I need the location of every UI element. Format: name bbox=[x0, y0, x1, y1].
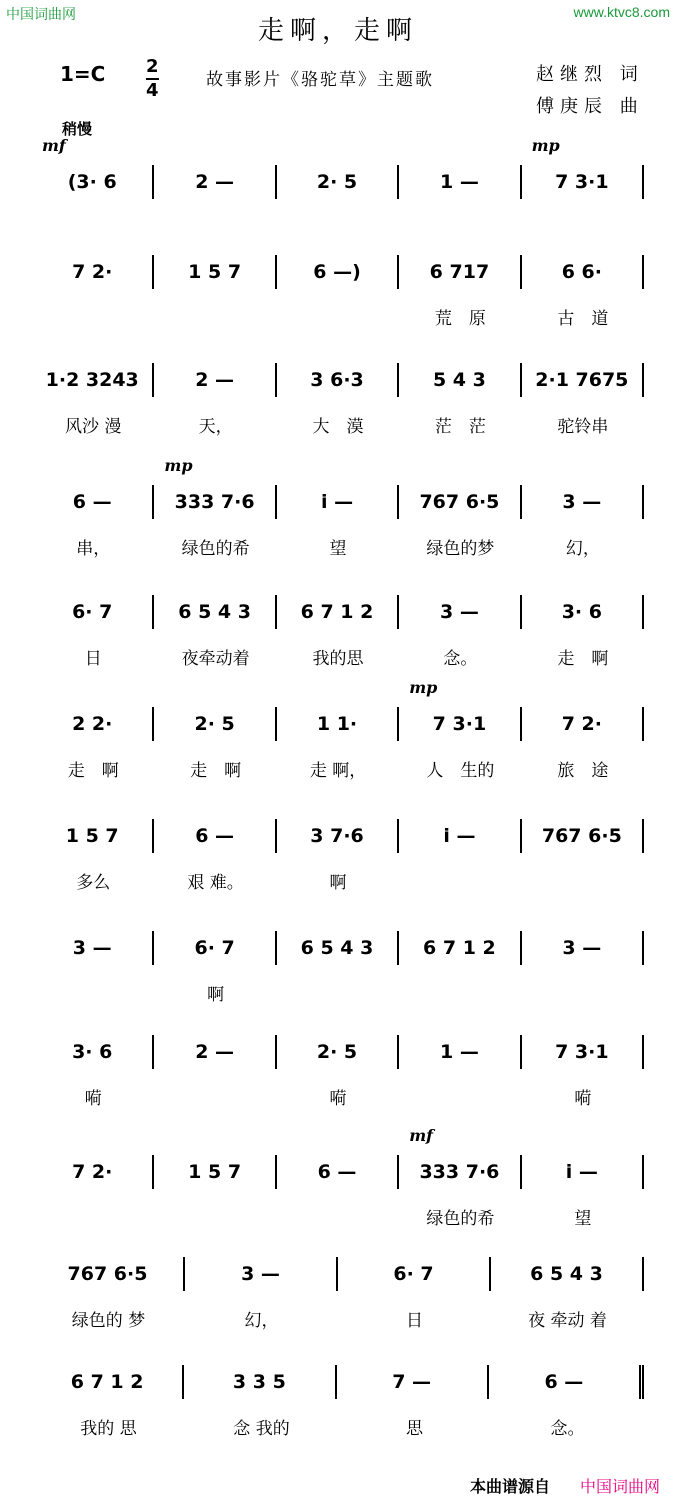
lyric: 走 啊 bbox=[557, 649, 609, 669]
watermark-right: www.ktvc8.com bbox=[573, 4, 670, 20]
lyric: 幻， bbox=[565, 539, 600, 559]
lyric: 走 啊， bbox=[309, 761, 367, 781]
measure: 6 5 4 3 bbox=[154, 595, 276, 629]
staff-line bbox=[32, 360, 644, 400]
lyric bbox=[32, 1204, 154, 1229]
measure: 1 — bbox=[399, 165, 521, 199]
staff-line bbox=[32, 928, 644, 968]
lyric: 望 bbox=[329, 539, 347, 559]
lyric bbox=[277, 1204, 399, 1229]
lyric bbox=[277, 304, 399, 329]
measure: i — bbox=[399, 819, 521, 853]
measure: i — bbox=[277, 485, 399, 519]
staff-line bbox=[32, 704, 644, 744]
lyric: 日 bbox=[84, 649, 102, 669]
lyric bbox=[32, 304, 154, 329]
staff-system bbox=[32, 1362, 644, 1462]
measure: 7 — bbox=[337, 1365, 489, 1399]
measure: 5 4 3 bbox=[399, 363, 521, 397]
lyric bbox=[154, 1084, 276, 1109]
measure: 2 — bbox=[154, 165, 276, 199]
measure: 2 — bbox=[154, 1035, 276, 1069]
time-signature bbox=[146, 56, 159, 102]
lyric: 茫 茫 bbox=[434, 417, 486, 437]
lyric: 多么 bbox=[76, 873, 111, 893]
measure: 2· 5 bbox=[277, 1035, 399, 1069]
measure: 1 1· bbox=[277, 707, 399, 741]
lyric: 人 生的 bbox=[426, 761, 495, 781]
lyrics-line bbox=[32, 868, 644, 893]
watermark-left: 中国词曲网 bbox=[6, 7, 76, 23]
lyric: 大 漠 bbox=[312, 417, 364, 437]
measure: 3 — bbox=[522, 931, 644, 965]
lyric: 绿色的希 bbox=[426, 1209, 495, 1229]
measure: 6 5 4 3 bbox=[491, 1257, 644, 1291]
staff-system bbox=[32, 1126, 644, 1252]
measure: 6 717 bbox=[399, 255, 521, 289]
lyrics-line bbox=[32, 756, 644, 781]
measure: 7 3·1 bbox=[399, 707, 521, 741]
meter-bottom: 4 bbox=[146, 80, 159, 101]
measure: 333 7·6 bbox=[399, 1155, 521, 1189]
staff-system bbox=[32, 816, 644, 916]
lyric: 串， bbox=[76, 539, 111, 559]
lyric bbox=[522, 980, 644, 1005]
lyricist: 赵继烈 词 bbox=[536, 64, 644, 85]
measure: 3 — bbox=[185, 1257, 338, 1291]
measure: 7 2· bbox=[32, 255, 154, 289]
lyrics-line bbox=[32, 1306, 644, 1331]
measure: 6 — bbox=[277, 1155, 399, 1189]
lyrics-line bbox=[32, 1204, 644, 1229]
lyrics-line bbox=[32, 1414, 644, 1439]
staff-line bbox=[32, 482, 644, 522]
lyric: 幻， bbox=[244, 1311, 279, 1331]
lyric: 念 我的 bbox=[233, 1419, 290, 1439]
measure: 3 — bbox=[522, 485, 644, 519]
lyric: 绿色的希 bbox=[181, 539, 250, 559]
staff-line bbox=[32, 1032, 644, 1072]
staff-system bbox=[32, 928, 644, 1028]
lyric: 风沙 漫 bbox=[65, 417, 122, 437]
measure: 7 2· bbox=[522, 707, 644, 741]
lyric bbox=[399, 1084, 521, 1109]
staff-system bbox=[32, 1032, 644, 1132]
staff-system bbox=[32, 252, 644, 352]
measure: 1 5 7 bbox=[32, 819, 154, 853]
lyric: 啊 bbox=[329, 873, 347, 893]
staff-line bbox=[32, 252, 644, 292]
measure: 2· 5 bbox=[277, 165, 399, 199]
staff-system bbox=[32, 456, 644, 582]
measure: 2 — bbox=[154, 363, 276, 397]
lyric bbox=[399, 980, 521, 1005]
measure: 7 2· bbox=[32, 1155, 154, 1189]
measure: 6 7 1 2 bbox=[32, 1365, 184, 1399]
dynamic-marking: mp bbox=[531, 136, 560, 155]
dynamic-marking: mf bbox=[42, 136, 66, 155]
lyric: 荒 原 bbox=[434, 309, 486, 329]
measure: 6 — bbox=[32, 485, 154, 519]
lyric bbox=[522, 868, 644, 893]
lyric: 我的 思 bbox=[80, 1419, 137, 1439]
measure: 3 3 5 bbox=[184, 1365, 336, 1399]
measure: 6· 7 bbox=[154, 931, 276, 965]
measure: 3· 6 bbox=[32, 1035, 154, 1069]
song-title: 走啊，走啊 bbox=[257, 16, 418, 46]
staff-line bbox=[32, 162, 644, 202]
measure: 767 6·5 bbox=[32, 1257, 185, 1291]
lyric bbox=[32, 980, 154, 1005]
lyric: 念。 bbox=[550, 1419, 585, 1439]
measure: 3 7·6 bbox=[277, 819, 399, 853]
measure: 1·2 3243 bbox=[32, 363, 154, 397]
measure: 1 — bbox=[399, 1035, 521, 1069]
lyric bbox=[154, 304, 276, 329]
measure: 6 —) bbox=[277, 255, 399, 289]
measure: 3· 6 bbox=[522, 595, 644, 629]
meter-top: 2 bbox=[146, 56, 159, 80]
measure: 1 5 7 bbox=[154, 255, 276, 289]
subtitle: 故事影片《骆驼草》主题歌 bbox=[206, 70, 434, 90]
lyric: 我的思 bbox=[312, 649, 364, 669]
measure: 1 5 7 bbox=[154, 1155, 276, 1189]
lyrics-line bbox=[32, 534, 644, 559]
lyric: 绿色的 梦 bbox=[71, 1311, 146, 1331]
lyrics-line bbox=[32, 412, 644, 437]
lyrics-line bbox=[32, 304, 644, 329]
lyrics-line bbox=[32, 1084, 644, 1109]
lyric: 走 啊 bbox=[190, 761, 242, 781]
measure: 2 2· bbox=[32, 707, 154, 741]
dynamic-marking: mp bbox=[164, 456, 193, 475]
lyric: 日 bbox=[406, 1311, 423, 1331]
lyrics-line bbox=[32, 644, 644, 669]
staff-line bbox=[32, 816, 644, 856]
staff-system bbox=[32, 360, 644, 460]
lyric: 思 bbox=[406, 1419, 423, 1439]
lyric: 走 啊 bbox=[67, 761, 119, 781]
measure: 767 6·5 bbox=[399, 485, 521, 519]
lyrics-line bbox=[32, 980, 644, 1005]
lyric: 天， bbox=[198, 417, 233, 437]
dynamic-marking: mf bbox=[409, 1126, 433, 1145]
measure: 6 — bbox=[154, 819, 276, 853]
measure: 767 6·5 bbox=[522, 819, 644, 853]
lyric: 夜 牵动 着 bbox=[528, 1311, 607, 1331]
lyric: 旅 途 bbox=[557, 761, 609, 781]
measure: 6 5 4 3 bbox=[277, 931, 399, 965]
staff-system bbox=[32, 136, 644, 262]
measure: 6 — bbox=[489, 1365, 644, 1399]
measure: 6· 7 bbox=[32, 595, 154, 629]
lyric: 嗬 bbox=[84, 1089, 102, 1109]
staff-line bbox=[32, 592, 644, 632]
tempo-marking: 稍慢 bbox=[62, 120, 93, 138]
footer-site: 中国词曲网 bbox=[580, 1477, 661, 1496]
measure: 6 7 1 2 bbox=[277, 595, 399, 629]
measure: 2·1 7675 bbox=[522, 363, 644, 397]
composer: 傅庚辰 曲 bbox=[536, 96, 644, 117]
staff-system bbox=[32, 1254, 644, 1354]
staff-line bbox=[32, 1362, 644, 1402]
measure: 6· 7 bbox=[338, 1257, 491, 1291]
key-signature: 1=C bbox=[60, 62, 106, 86]
lyric: 念。 bbox=[443, 649, 478, 669]
measure: 6 7 1 2 bbox=[399, 931, 521, 965]
lyric: 嗬 bbox=[574, 1089, 592, 1109]
staff-line bbox=[32, 1152, 644, 1192]
lyric bbox=[154, 1204, 276, 1229]
measure: 6 6· bbox=[522, 255, 644, 289]
measure: 3 — bbox=[32, 931, 154, 965]
lyric: 嗬 bbox=[329, 1089, 347, 1109]
lyric: 望 bbox=[574, 1209, 592, 1229]
staff-system bbox=[32, 592, 644, 692]
dynamic-marking: mp bbox=[409, 678, 438, 697]
footer-source: 本曲谱源自 bbox=[470, 1477, 551, 1496]
lyric: 艰 难。 bbox=[187, 873, 244, 893]
lyric: 啊 bbox=[207, 985, 225, 1005]
measure: 3 6·3 bbox=[277, 363, 399, 397]
measure: 7 3·1 bbox=[522, 1035, 644, 1069]
measure: 7 3·1 bbox=[522, 165, 644, 199]
measure: 2· 5 bbox=[154, 707, 276, 741]
measure: i — bbox=[522, 1155, 644, 1189]
lyric bbox=[277, 980, 399, 1005]
measure: 333 7·6 bbox=[154, 485, 276, 519]
lyric: 夜牵动着 bbox=[181, 649, 250, 669]
staff-system bbox=[32, 678, 644, 804]
staff-line bbox=[32, 1254, 644, 1294]
lyric: 古 道 bbox=[557, 309, 609, 329]
lyric: 驼铃串 bbox=[557, 417, 609, 437]
measure: (3· 6 bbox=[32, 165, 154, 199]
lyric: 绿色的梦 bbox=[426, 539, 495, 559]
measure: 3 — bbox=[399, 595, 521, 629]
lyric bbox=[399, 868, 521, 893]
